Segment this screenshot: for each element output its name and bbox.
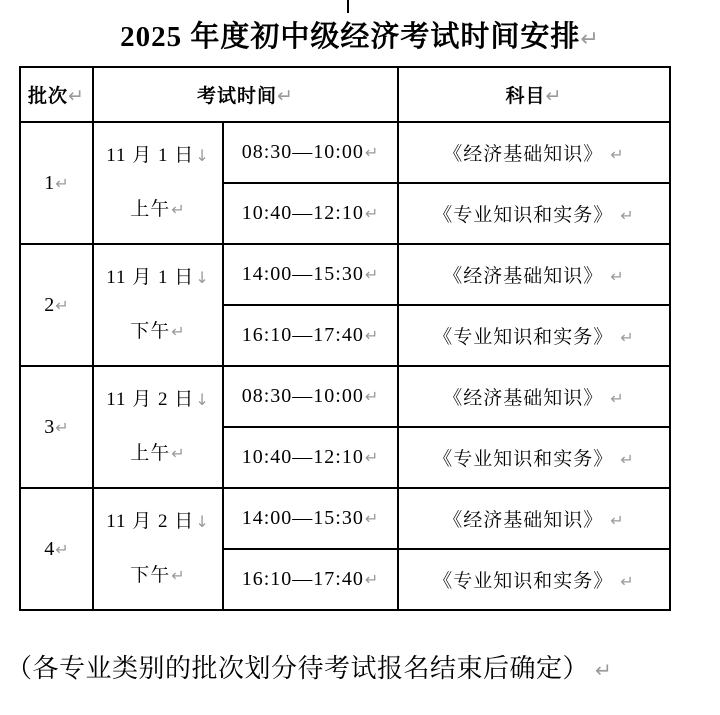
paragraph-mark: ↵	[610, 267, 625, 286]
batch-number: 1	[44, 171, 55, 194]
time-slot-cell: 10:40—12:10↵	[223, 183, 398, 244]
paragraph-mark: ↵	[68, 85, 85, 107]
time-slot-cell: 16:10—17:40↵	[223, 305, 398, 366]
batch-number: 2	[44, 293, 55, 316]
paragraph-mark: ↵	[595, 658, 613, 682]
exam-date-line1: 11 月 2 日↓	[106, 511, 210, 532]
text-cursor	[347, 0, 349, 13]
header-row	[20, 67, 670, 122]
exam-date-line1: 11 月 1 日↓	[106, 267, 210, 288]
exam-date-line2: 上午↵	[130, 199, 186, 220]
subject-cell: 《经济基础知识》 ↵	[398, 488, 670, 549]
paragraph-mark: ↵	[545, 85, 563, 107]
paragraph-mark: ↵	[620, 206, 635, 225]
batch-number-cell	[20, 366, 93, 488]
table-row	[20, 122, 670, 183]
header-batch-label: 批次	[28, 86, 69, 107]
paragraph-mark: ↵	[171, 200, 186, 219]
paragraph-mark: ↵	[364, 570, 380, 589]
batch-number-cell	[20, 488, 93, 610]
paragraph-mark: ↵	[364, 387, 380, 406]
subject-cell: 《专业知识和实务》 ↵	[398, 549, 670, 610]
exam-date-line1: 11 月 1 日↓	[106, 145, 210, 166]
footnote	[6, 648, 612, 685]
footnote-text: （各专业类别的批次划分待考试报名结束后确定）	[6, 654, 590, 683]
subject-cell: 《专业知识和实务》 ↵	[398, 305, 670, 366]
paragraph-mark: ↵	[171, 444, 186, 463]
page-title	[0, 14, 720, 55]
paragraph-mark: ↵	[364, 509, 380, 528]
exam-date-cell	[93, 366, 223, 488]
batch-number-cell	[20, 122, 93, 244]
time-slot-cell: 10:40—12:10↵	[223, 427, 398, 488]
paragraph-mark: ↵	[55, 539, 69, 559]
line-break-mark: ↓	[195, 390, 210, 409]
paragraph-mark: ↵	[55, 295, 69, 315]
subject-cell: 《经济基础知识》 ↵	[398, 244, 670, 305]
paragraph-mark: ↵	[364, 204, 380, 223]
header-subject-label: 科目	[505, 86, 546, 107]
paragraph-mark: ↵	[171, 322, 186, 341]
header-batch	[20, 67, 93, 122]
time-slot-cell: 16:10—17:40↵	[223, 549, 398, 610]
exam-date-cell	[93, 488, 223, 610]
line-break-mark: ↓	[195, 146, 210, 165]
page-title-text: 2025 年度初中级经济考试时间安排	[120, 21, 581, 53]
paragraph-mark: ↵	[620, 450, 635, 469]
exam-date-cell	[93, 122, 223, 244]
header-exam-time	[93, 67, 398, 122]
exam-date-cell	[93, 244, 223, 366]
paragraph-mark: ↵	[620, 572, 635, 591]
paragraph-mark: ↵	[364, 448, 380, 467]
subject-cell: 《经济基础知识》 ↵	[398, 366, 670, 427]
paragraph-mark: ↵	[55, 173, 69, 193]
paragraph-mark: ↵	[171, 566, 186, 585]
subject-cell: 《专业知识和实务》 ↵	[398, 183, 670, 244]
header-exam-time-label: 考试时间	[197, 86, 278, 107]
table-row	[20, 366, 670, 427]
paragraph-mark: ↵	[610, 389, 625, 408]
time-slot-cell: 14:00—15:30↵	[223, 488, 398, 549]
paragraph-mark: ↵	[610, 511, 625, 530]
line-break-mark: ↓	[195, 512, 210, 531]
paragraph-mark: ↵	[580, 27, 600, 52]
exam-date-line2: 下午↵	[130, 565, 186, 586]
exam-date-line2: 上午↵	[130, 443, 186, 464]
table-row	[20, 488, 670, 549]
line-break-mark: ↓	[195, 268, 210, 287]
exam-schedule-table	[19, 66, 671, 611]
paragraph-mark: ↵	[364, 326, 380, 345]
table-row	[20, 244, 670, 305]
exam-date-line1: 11 月 2 日↓	[106, 389, 210, 410]
paragraph-mark: ↵	[620, 328, 635, 347]
batch-number-cell	[20, 244, 93, 366]
paragraph-mark: ↵	[610, 145, 625, 164]
subject-cell: 《经济基础知识》 ↵	[398, 122, 670, 183]
batch-number: 3	[44, 415, 55, 438]
time-slot-cell: 14:00—15:30↵	[223, 244, 398, 305]
time-slot-cell: 08:30—10:00↵	[223, 122, 398, 183]
header-subject	[398, 67, 670, 122]
paragraph-mark: ↵	[364, 143, 380, 162]
batch-number: 4	[44, 537, 55, 560]
paragraph-mark: ↵	[364, 265, 380, 284]
time-slot-cell: 08:30—10:00↵	[223, 366, 398, 427]
subject-cell: 《专业知识和实务》 ↵	[398, 427, 670, 488]
exam-date-line2: 下午↵	[130, 321, 186, 342]
paragraph-mark: ↵	[55, 417, 69, 437]
paragraph-mark: ↵	[277, 85, 294, 107]
